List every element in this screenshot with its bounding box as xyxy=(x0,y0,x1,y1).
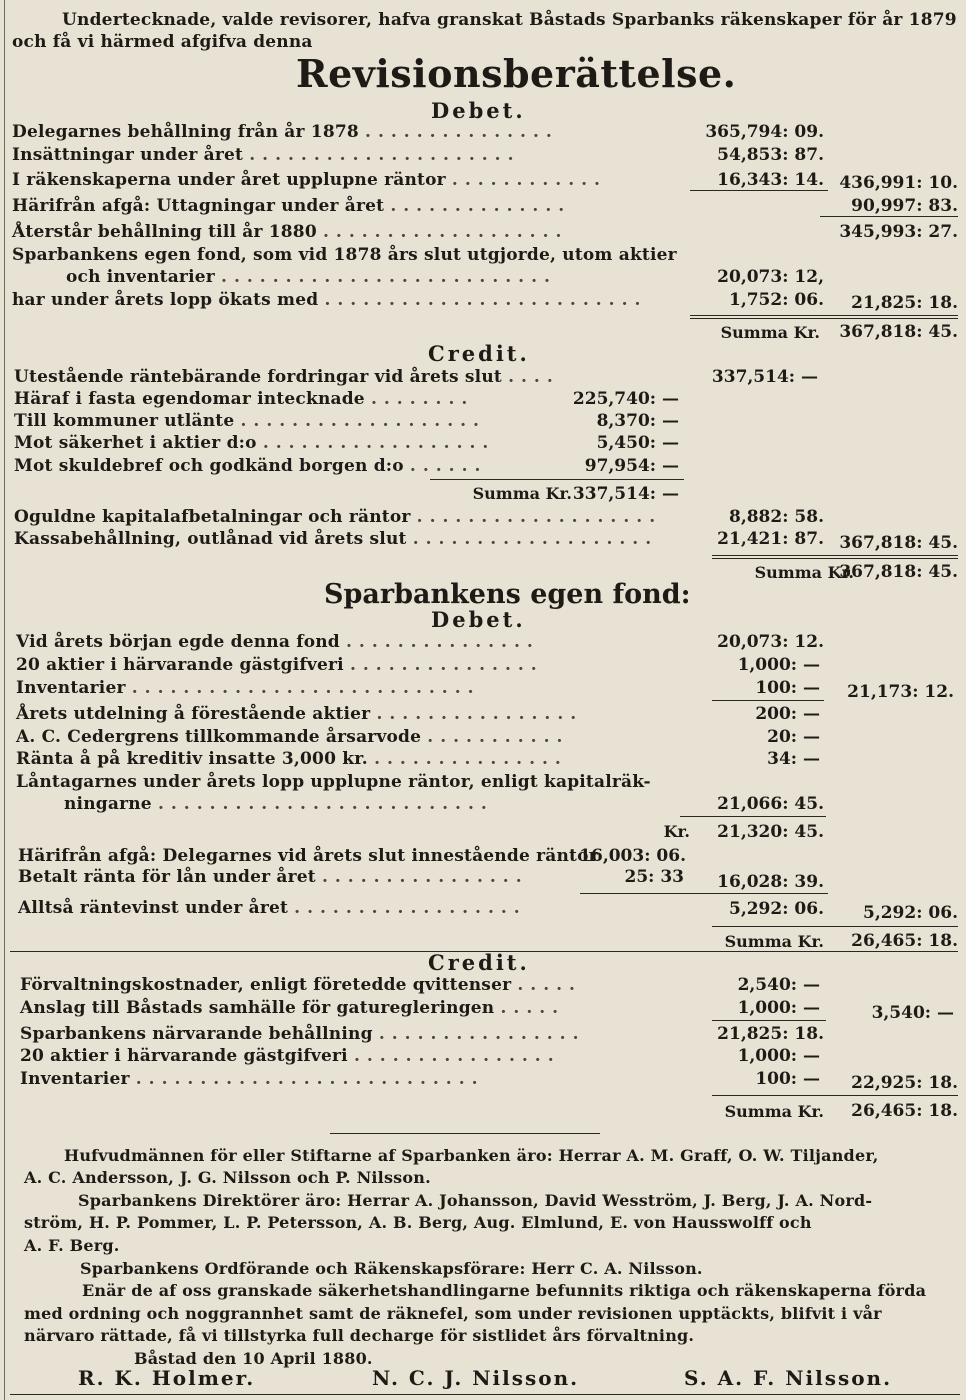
fund-credit-row-3-amount: 21,825: 18. xyxy=(717,1024,824,1044)
rule xyxy=(712,555,958,556)
fund-debet-heading: Debet. xyxy=(431,607,526,632)
rule xyxy=(690,190,828,191)
fund-debet-row-1-label: Vid årets början egde denna fond ............... xyxy=(16,632,540,652)
fund-debet-row-10-amount: 5,292: 06. xyxy=(728,899,824,919)
debet-row-7-label: har under årets lopp ökats med ......................... xyxy=(12,290,648,310)
debet-row-6-label: Sparbankens egen fond, som vid 1878 års slut utgjorde, utom aktier xyxy=(12,245,677,265)
debet-row-3-total: 436,991: 10. xyxy=(839,173,958,193)
closing-p1-line-1: Hufvudmännen för eller Stiftarne af Sparbanken äro: Herrar A. M. Graff, O. W. Tiljander, xyxy=(64,1146,879,1165)
report-title: Revisionsberättelse. xyxy=(296,51,737,96)
credit-sum: 367,818: 45. xyxy=(839,562,958,582)
closing-p2-line-1: Sparbankens Direktörer äro: Herrar A. Johansson, David Wesström, J. Berg, J. A. Nord- xyxy=(78,1191,873,1210)
debet-row-7-total: 21,825: 18. xyxy=(851,293,958,313)
fund-debet-row-7-label: Låntagarnes under årets lopp upplupne räntor, enligt kapitalräk- xyxy=(16,772,651,792)
credit-row-7-label: Kassabehållning, outlånad vid årets slut ................... xyxy=(14,529,659,549)
debet-row-3-amount: 16,343: 14. xyxy=(717,170,824,190)
rule xyxy=(712,558,958,559)
fund-debet-row-7-amount: 21,066: 45. xyxy=(717,794,824,814)
rule xyxy=(712,926,958,927)
fund-debet-kr: 21,320: 45. xyxy=(717,822,824,842)
credit-row-1-label: Utestående räntebärande fordringar vid årets slut .... xyxy=(14,367,560,387)
fund-debet-row-9-amount: 16,028: 39. xyxy=(717,872,824,892)
credit-row-4-label: Mot säkerhet i aktier d:o .................. xyxy=(14,433,496,453)
debet-row-2-amount: 54,853: 87. xyxy=(717,145,824,165)
fund-debet-kr-label: Kr. xyxy=(663,822,690,841)
debet-row-6-amount: 20,073: 12, xyxy=(717,267,824,287)
credit-row-7-total: 367,818: 45. xyxy=(839,533,958,553)
debet-row-6-label-cont: och inventarier .......................... xyxy=(66,267,557,287)
fund-debet-row-1-amount: 20,073: 12. xyxy=(717,632,824,652)
fund-credit-row-4-amount: 1,000: — xyxy=(737,1046,820,1066)
closing-p1-line-2: A. C. Andersson, J. G. Nilsson och P. Nilsson. xyxy=(24,1168,431,1187)
fund-credit-row-2-amount: 1,000: — xyxy=(737,998,820,1018)
fund-debet-row-9-sub: 25: 33 xyxy=(624,867,684,887)
closing-p4-line-3: närvaro rättade, få vi tillstyrka full decharge för sistlidet års förvaltning. xyxy=(24,1326,695,1345)
signature-3: S. A. F. Nilsson. xyxy=(684,1366,893,1390)
debet-row-4-total: 90,997: 83. xyxy=(851,196,958,216)
credit-row-1-amount: 337,514: — xyxy=(711,367,818,387)
fund-credit-row-4-label: 20 aktier i härvarande gästgifveri ................ xyxy=(20,1046,561,1066)
credit-row-5-label: Mot skuldebref och godkänd borgen d:o ...... xyxy=(14,456,488,476)
closing-p2-line-3: A. F. Berg. xyxy=(24,1236,120,1255)
fund-debet-row-7-label-cont: ningarne .......................... xyxy=(64,794,494,814)
fund-credit-row-3-label: Sparbankens närvarande behållning ................ xyxy=(20,1024,586,1044)
credit-row-6-amount: 8,882: 58. xyxy=(728,507,824,527)
debet-sum-label: Summa Kr. xyxy=(720,323,820,342)
fund-credit-row-2-label: Anslag till Båstads samhälle för gaturegleringen ..... xyxy=(20,998,566,1018)
credit-row-4-sub: 5,450: — xyxy=(596,433,679,453)
debet-row-7-amount: 1,752: 06. xyxy=(728,290,824,310)
fund-debet-row-2-amount: 1,000: — xyxy=(737,655,820,675)
fund-debet-row-9-label: Betalt ränta för lån under året ................ xyxy=(18,867,529,887)
credit-subtotal: 337,514: — xyxy=(572,484,679,504)
signature-1: R. K. Holmer. xyxy=(78,1366,256,1390)
rule xyxy=(430,479,684,480)
intro-line-1: Undertecknade, valde revisorer, hafva granskat Båstads Sparbanks räkenskaper för år 1879 xyxy=(62,10,957,30)
rule xyxy=(10,1394,960,1395)
debet-row-5-total: 345,993: 27. xyxy=(839,222,958,242)
credit-row-3-sub: 8,370: — xyxy=(596,411,679,431)
fund-debet-row-3-label: Inventarier ........................... xyxy=(16,678,481,698)
rule xyxy=(712,1020,826,1021)
intro-line-2: och få vi härmed afgifva denna xyxy=(12,32,313,52)
closing-p4-line-1: Enär de af oss granskade säkerhetshandlingarne befunnits riktiga och räkenskaperna förda xyxy=(82,1281,927,1300)
rule xyxy=(330,1133,600,1134)
fund-debet-row-8-label: Härifrån afgå: Delegarnes vid årets slut innestående räntor xyxy=(18,846,598,866)
debet-heading: Debet. xyxy=(431,98,526,123)
credit-row-2-label: Häraf i fasta egendomar intecknade ........ xyxy=(14,389,475,409)
credit-heading: Credit. xyxy=(428,341,530,366)
rule xyxy=(712,1095,958,1096)
fund-credit-row-1-amount: 2,540: — xyxy=(737,975,820,995)
fund-debet-row-3-total: 21,173: 12. xyxy=(847,682,954,702)
debet-row-5-label: Återstår behållning till år 1880 ................... xyxy=(12,222,569,242)
rule xyxy=(580,893,828,894)
debet-row-1-label: Delegarnes behållning från år 1878 ............... xyxy=(12,122,559,142)
rule xyxy=(690,315,958,316)
fund-debet-row-2-label: 20 aktier i härvarande gästgifveri ............... xyxy=(16,655,544,675)
fund-credit-row-5-amount: 100: — xyxy=(755,1069,820,1089)
fund-debet-row-10-total: 5,292: 06. xyxy=(862,903,958,923)
credit-row-3-label: Till kommuner utlänte ................... xyxy=(14,411,486,431)
credit-row-7-amount: 21,421: 87. xyxy=(717,529,824,549)
fund-credit-sum: 26,465: 18. xyxy=(851,1101,958,1121)
debet-row-4-label: Härifrån afgå: Uttagningar under året .............. xyxy=(12,196,572,216)
debet-row-2-label: Insättningar under året ..................... xyxy=(12,145,521,165)
fund-debet-row-4-label: Årets utdelning å förestående aktier ................ xyxy=(16,704,584,724)
fund-debet-row-8-sub: 16,003: 06. xyxy=(579,846,686,866)
credit-subtotal-label: Summa Kr. xyxy=(472,484,572,503)
rule xyxy=(680,816,826,817)
rule xyxy=(820,216,958,217)
credit-row-2-sub: 225,740: — xyxy=(572,389,679,409)
fund-debet-row-6-amount: 34: — xyxy=(767,749,820,769)
fund-credit-row-5-total: 22,925: 18. xyxy=(851,1073,958,1093)
fund-credit-row-1-label: Förvaltningskostnader, enligt företedde qvittenser ..... xyxy=(20,975,582,995)
closing-p4-line-2: med ordning och noggrannhet samt de räknefel, som under revisionen upptäckts, blifvit i vår xyxy=(24,1304,882,1323)
fund-debet-row-5-amount: 20: — xyxy=(767,727,820,747)
closing-p3: Sparbankens Ordförande och Räkenskapsförare: Herr C. A. Nilsson. xyxy=(80,1259,703,1278)
signature-2: N. C. J. Nilsson. xyxy=(372,1366,580,1390)
fund-debet-row-3-amount: 100: — xyxy=(755,678,820,698)
fund-credit-row-5-label: Inventarier ........................... xyxy=(20,1069,485,1089)
debet-row-1-amount: 365,794: 09. xyxy=(705,122,824,142)
fund-debet-row-5-label: A. C. Cedergrens tillkommande årsarvode ........... xyxy=(16,727,570,747)
fund-debet-sum-label: Summa Kr. xyxy=(724,932,824,951)
fund-credit-heading: Credit. xyxy=(428,950,530,975)
credit-row-5-sub: 97,954: — xyxy=(584,456,679,476)
credit-sum-label: Summa Kr. xyxy=(754,563,854,582)
rule xyxy=(690,318,958,319)
fund-credit-row-2-total: 3,540: — xyxy=(871,1003,954,1023)
debet-sum: 367,818: 45. xyxy=(839,322,958,342)
debet-row-3-label: I räkenskaperna under året upplupne räntor ............ xyxy=(12,170,607,190)
closing-p2-line-2: ström, H. P. Pommer, L. P. Petersson, A. B. Berg, Aug. Elmlund, E. von Hausswolff och xyxy=(24,1213,812,1232)
fund-debet-row-6-label: Ränta å på kreditiv insatte 3,000 kr. ............... xyxy=(16,749,568,769)
fund-title: Sparbankens egen fond: xyxy=(324,579,691,610)
fund-credit-sum-label: Summa Kr. xyxy=(724,1102,824,1121)
credit-row-6-label: Oguldne kapitalafbetalningar och räntor ................... xyxy=(14,507,663,527)
rule xyxy=(712,700,824,701)
fund-debet-row-10-label: Alltså räntevinst under året .................. xyxy=(18,898,527,918)
place-date: Båstad den 10 April 1880. xyxy=(134,1349,373,1368)
fund-debet-row-4-amount: 200: — xyxy=(755,704,820,724)
page-edge-rule xyxy=(4,0,5,1400)
fund-debet-sum: 26,465: 18. xyxy=(851,931,958,951)
